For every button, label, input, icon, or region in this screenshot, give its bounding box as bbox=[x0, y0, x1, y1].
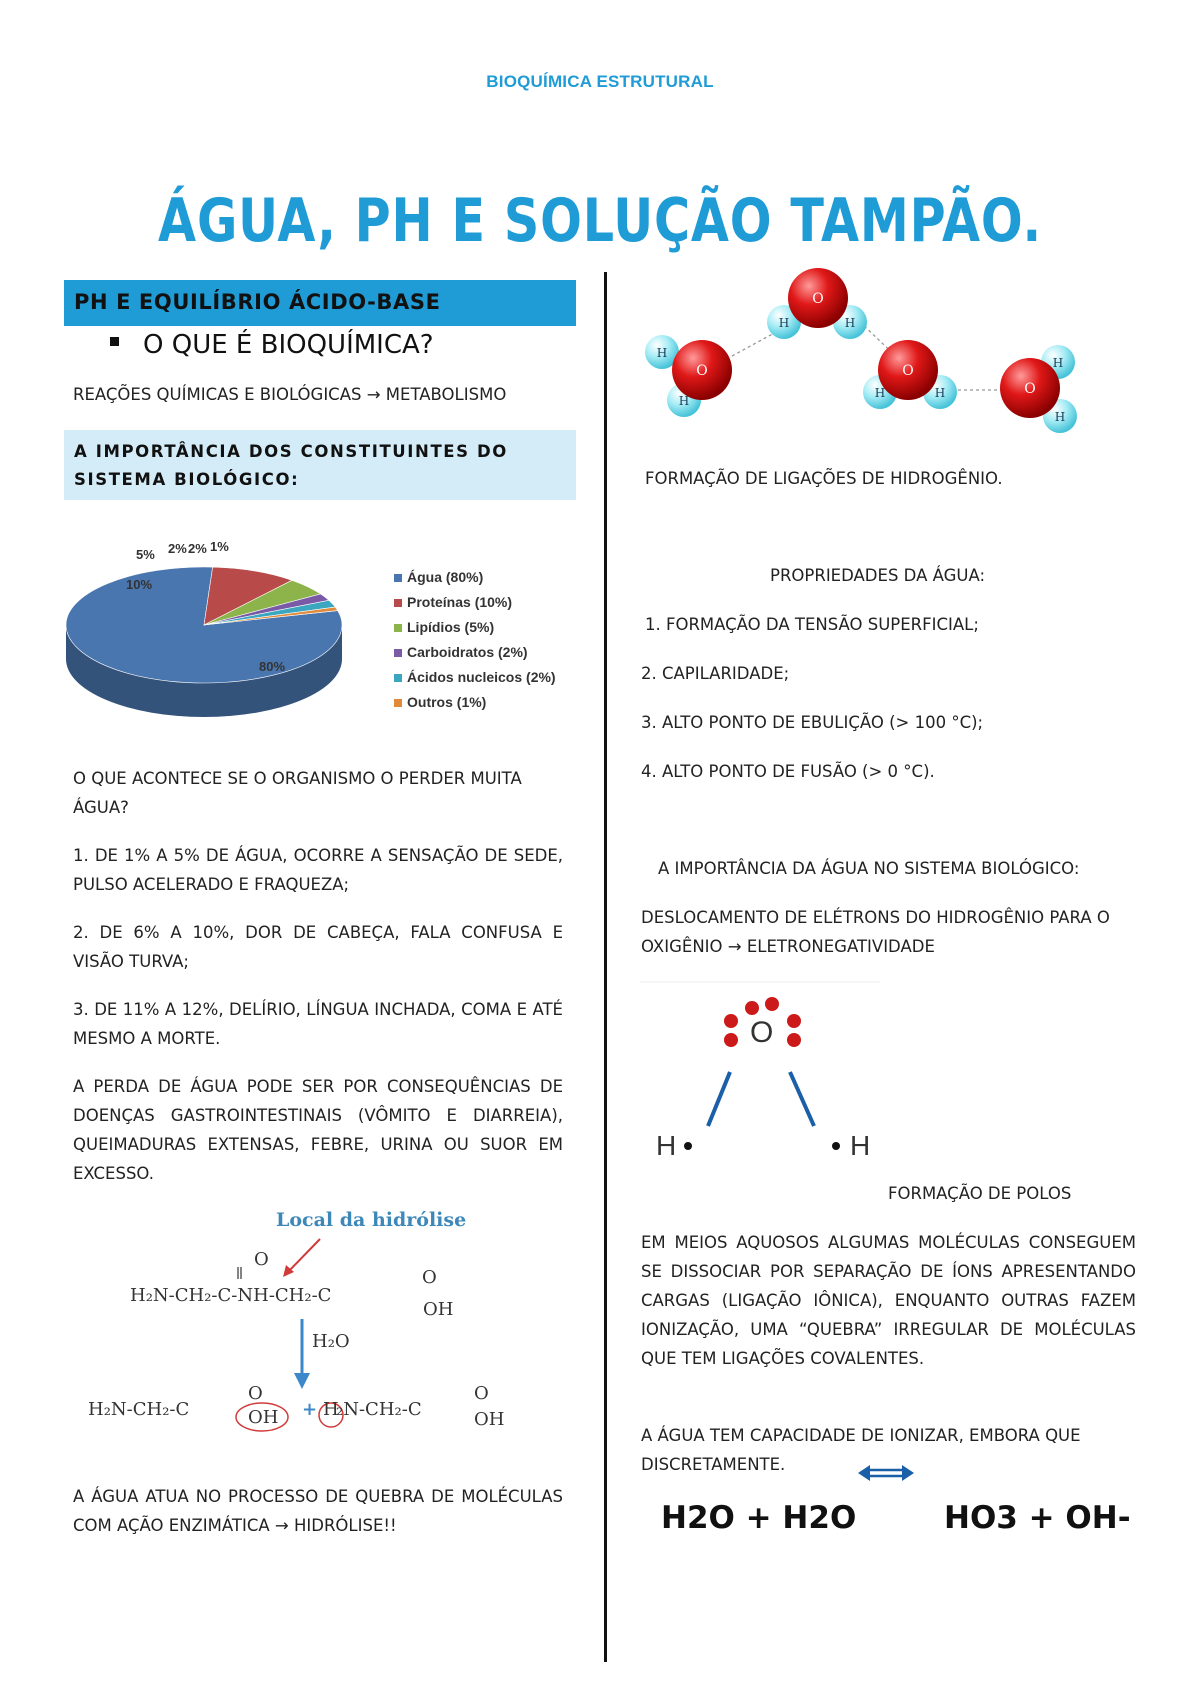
aqueous-paragraph: EM MEIOS AQUOSOS ALGUMAS MOLÉCULAS CONSEGUEM SE DISSOCIAR POR SEPARAÇÃO DE ÍONS APRESENTANDO CARGAS (LIGAÇÃO IÔNICA), ENQUANTO OUTRAS FAZEM IONIZAÇÃO, UMA “QUEBRA” IRREGULAR DE MOLÉCULAS QUE TEM LIGAÇÕES COVALENTES. bbox=[641, 1233, 1136, 1368]
legend-entry-2 bbox=[394, 619, 494, 635]
atom-label: O bbox=[902, 363, 914, 379]
atom-label: H bbox=[778, 316, 790, 330]
section-heading-ph bbox=[64, 280, 576, 326]
water-loss-question: O QUE ACONTECE SE O ORGANISMO O PERDER MUITA ÁGUA? bbox=[73, 769, 522, 817]
properties-title: PROPRIEDADES DA ÁGUA: bbox=[770, 566, 986, 585]
lewis-h-right: H bbox=[850, 1130, 871, 1161]
loss-item-2: 2. DE 6% A 10%, DOR DE CABEÇA, FALA CONFUSA E VISÃO TURVA; bbox=[73, 923, 563, 971]
carboxyl-o: O bbox=[422, 1267, 437, 1288]
product-1-formula: H₂N-CH₂-C bbox=[88, 1399, 190, 1420]
water-figure-caption: FORMAÇÃO DE LIGAÇÕES DE HIDROGÊNIO. bbox=[645, 469, 1003, 488]
loss-item-3: 3. DE 11% A 12%, DELÍRIO, LÍNGUA INCHADA, COMA E ATÉ MESMO A MORTE. bbox=[73, 1000, 563, 1048]
hydrolysis-conclusion: A ÁGUA ATUA NO PROCESSO DE QUEBRA DE MOLÉCULAS COM AÇÃO ENZIMÁTICA → HIDRÓLISE!! bbox=[73, 1487, 563, 1535]
loss-paragraph: A PERDA DE ÁGUA PODE SER POR CONSEQUÊNCIAS DE DOENÇAS GASTROINTESTINAIS (VÔMITO E DIARREIA), QUEIMADURAS EXTENSAS, FEBRE, URINA OU SUOR EM EXCESSO. bbox=[73, 1077, 563, 1183]
legend-label: Outros (1%) bbox=[407, 694, 487, 710]
legend-label: Água (80%) bbox=[407, 569, 484, 585]
legend-label: Proteínas (10%) bbox=[407, 594, 513, 610]
lewis-structure bbox=[640, 980, 900, 1180]
bullet-square-icon bbox=[110, 337, 119, 346]
plus-sign: + bbox=[302, 1399, 318, 1420]
legend-entry-1 bbox=[394, 594, 512, 610]
double-arrow-icon bbox=[856, 1462, 916, 1484]
legend-swatch bbox=[394, 624, 402, 632]
legend-swatch bbox=[394, 599, 402, 607]
lewis-oxygen: O bbox=[750, 1016, 774, 1049]
section-heading-constituents bbox=[64, 430, 576, 500]
dipeptide-formula: H₂N-CH₂-C-NH-CH₂-C bbox=[130, 1285, 332, 1306]
water-reagent: H₂O bbox=[312, 1331, 350, 1352]
hydrolysis-label: Local da hidrólise bbox=[276, 1209, 467, 1231]
legend-label: Carboidratos (2%) bbox=[407, 644, 528, 660]
atom-label: H bbox=[1052, 356, 1064, 370]
property-2: 2. CAPILARIDADE; bbox=[641, 664, 790, 683]
legend-label: Ácidos nucleicos (2%) bbox=[407, 669, 556, 685]
atom-label: H bbox=[874, 386, 886, 400]
importance-title: A IMPORTÂNCIA DA ÁGUA NO SISTEMA BIOLÓGICO: bbox=[658, 859, 1080, 878]
electronegativity-text: DESLOCAMENTO DE ELÉTRONS DO HIDROGÊNIO PARA O OXIGÊNIO → ELETRONEGATIVIDADE bbox=[641, 908, 1110, 956]
page-title: ÁGUA, PH E SOLUÇÃO TAMPÃO. bbox=[158, 186, 1042, 256]
pie-data-label-0: 80% bbox=[259, 659, 286, 674]
composition-chart bbox=[64, 525, 576, 735]
product-2-o: O bbox=[474, 1383, 489, 1404]
section-heading-ph-text: PH E EQUILÍBRIO ÁCIDO-BASE bbox=[74, 290, 441, 314]
poles-caption: FORMAÇÃO DE POLOS bbox=[888, 1184, 1072, 1203]
carboxyl-oh: OH bbox=[423, 1299, 454, 1320]
product-2-oh: OH bbox=[474, 1409, 505, 1430]
legend-entry-3 bbox=[394, 644, 528, 660]
reactions-line: REAÇÕES QUÍMICAS E BIOLÓGICAS → METABOLISMO bbox=[73, 385, 507, 404]
product-1-o: O bbox=[248, 1383, 263, 1404]
product-1-oh: OH bbox=[248, 1407, 279, 1428]
product-2-formula: ₂N-CH₂-C bbox=[336, 1399, 422, 1420]
bullet-text: O QUE É BIOQUÍMICA? bbox=[143, 330, 434, 360]
lewis-h-left: H bbox=[656, 1130, 677, 1161]
pie-data-label-4: 2% bbox=[188, 541, 207, 556]
column-divider bbox=[604, 272, 607, 1662]
legend-label: Lipídios (5%) bbox=[407, 619, 495, 635]
atom-label: O bbox=[1024, 381, 1036, 397]
legend-swatch bbox=[394, 699, 402, 707]
atom-label: H bbox=[934, 386, 946, 400]
equation-reactants: H2O + H2O bbox=[661, 1500, 857, 1536]
product-2-h: H bbox=[323, 1399, 339, 1420]
atom-label: H bbox=[1054, 410, 1066, 424]
pie-data-label-3: 2% bbox=[168, 541, 187, 556]
property-1: 1. FORMAÇÃO DA TENSÃO SUPERFICIAL; bbox=[645, 615, 979, 634]
legend-swatch bbox=[394, 649, 402, 657]
bullet-item bbox=[110, 330, 434, 360]
legend-entry-0 bbox=[394, 569, 483, 585]
legend-swatch bbox=[394, 574, 402, 582]
loss-item-1: 1. DE 1% A 5% DE ÁGUA, OCORRE A SENSAÇÃO DE SEDE, PULSO ACELERADO E FRAQUEZA; bbox=[73, 846, 563, 894]
carbonyl-o: O bbox=[254, 1249, 269, 1270]
atom-label: O bbox=[812, 291, 824, 307]
legend-swatch bbox=[394, 674, 402, 682]
hydrolysis-figure bbox=[80, 1205, 540, 1445]
atom-label: H bbox=[678, 394, 690, 408]
pie-data-label-5: 1% bbox=[210, 539, 229, 554]
section-heading-constituents-text: A IMPORTÂNCIA DOS CONSTITUINTES DO SISTEMA BIOLÓGICO: bbox=[74, 442, 508, 489]
pie-data-label-1: 10% bbox=[126, 577, 153, 592]
atom-label: H bbox=[844, 316, 856, 330]
ionization-text: A ÁGUA TEM CAPACIDADE DE IONIZAR, EMBORA QUE DISCRETAMENTE. bbox=[641, 1426, 1081, 1474]
property-3: 3. ALTO PONTO DE EBULIÇÃO (> 100 °C); bbox=[641, 713, 984, 732]
water-molecules-figure bbox=[640, 268, 1110, 448]
pie-data-label-2: 5% bbox=[136, 547, 155, 562]
running-header: BIOQUÍMICA ESTRUTURAL bbox=[486, 72, 714, 91]
atom-label: H bbox=[656, 346, 668, 360]
atom-label: O bbox=[696, 363, 708, 379]
legend-entry-4 bbox=[394, 669, 556, 685]
chart-legend bbox=[64, 525, 576, 735]
property-4: 4. ALTO PONTO DE FUSÃO (> 0 °C). bbox=[641, 762, 935, 781]
legend-entry-5 bbox=[394, 694, 486, 710]
equation-products: HO3 + OH- bbox=[944, 1500, 1131, 1536]
